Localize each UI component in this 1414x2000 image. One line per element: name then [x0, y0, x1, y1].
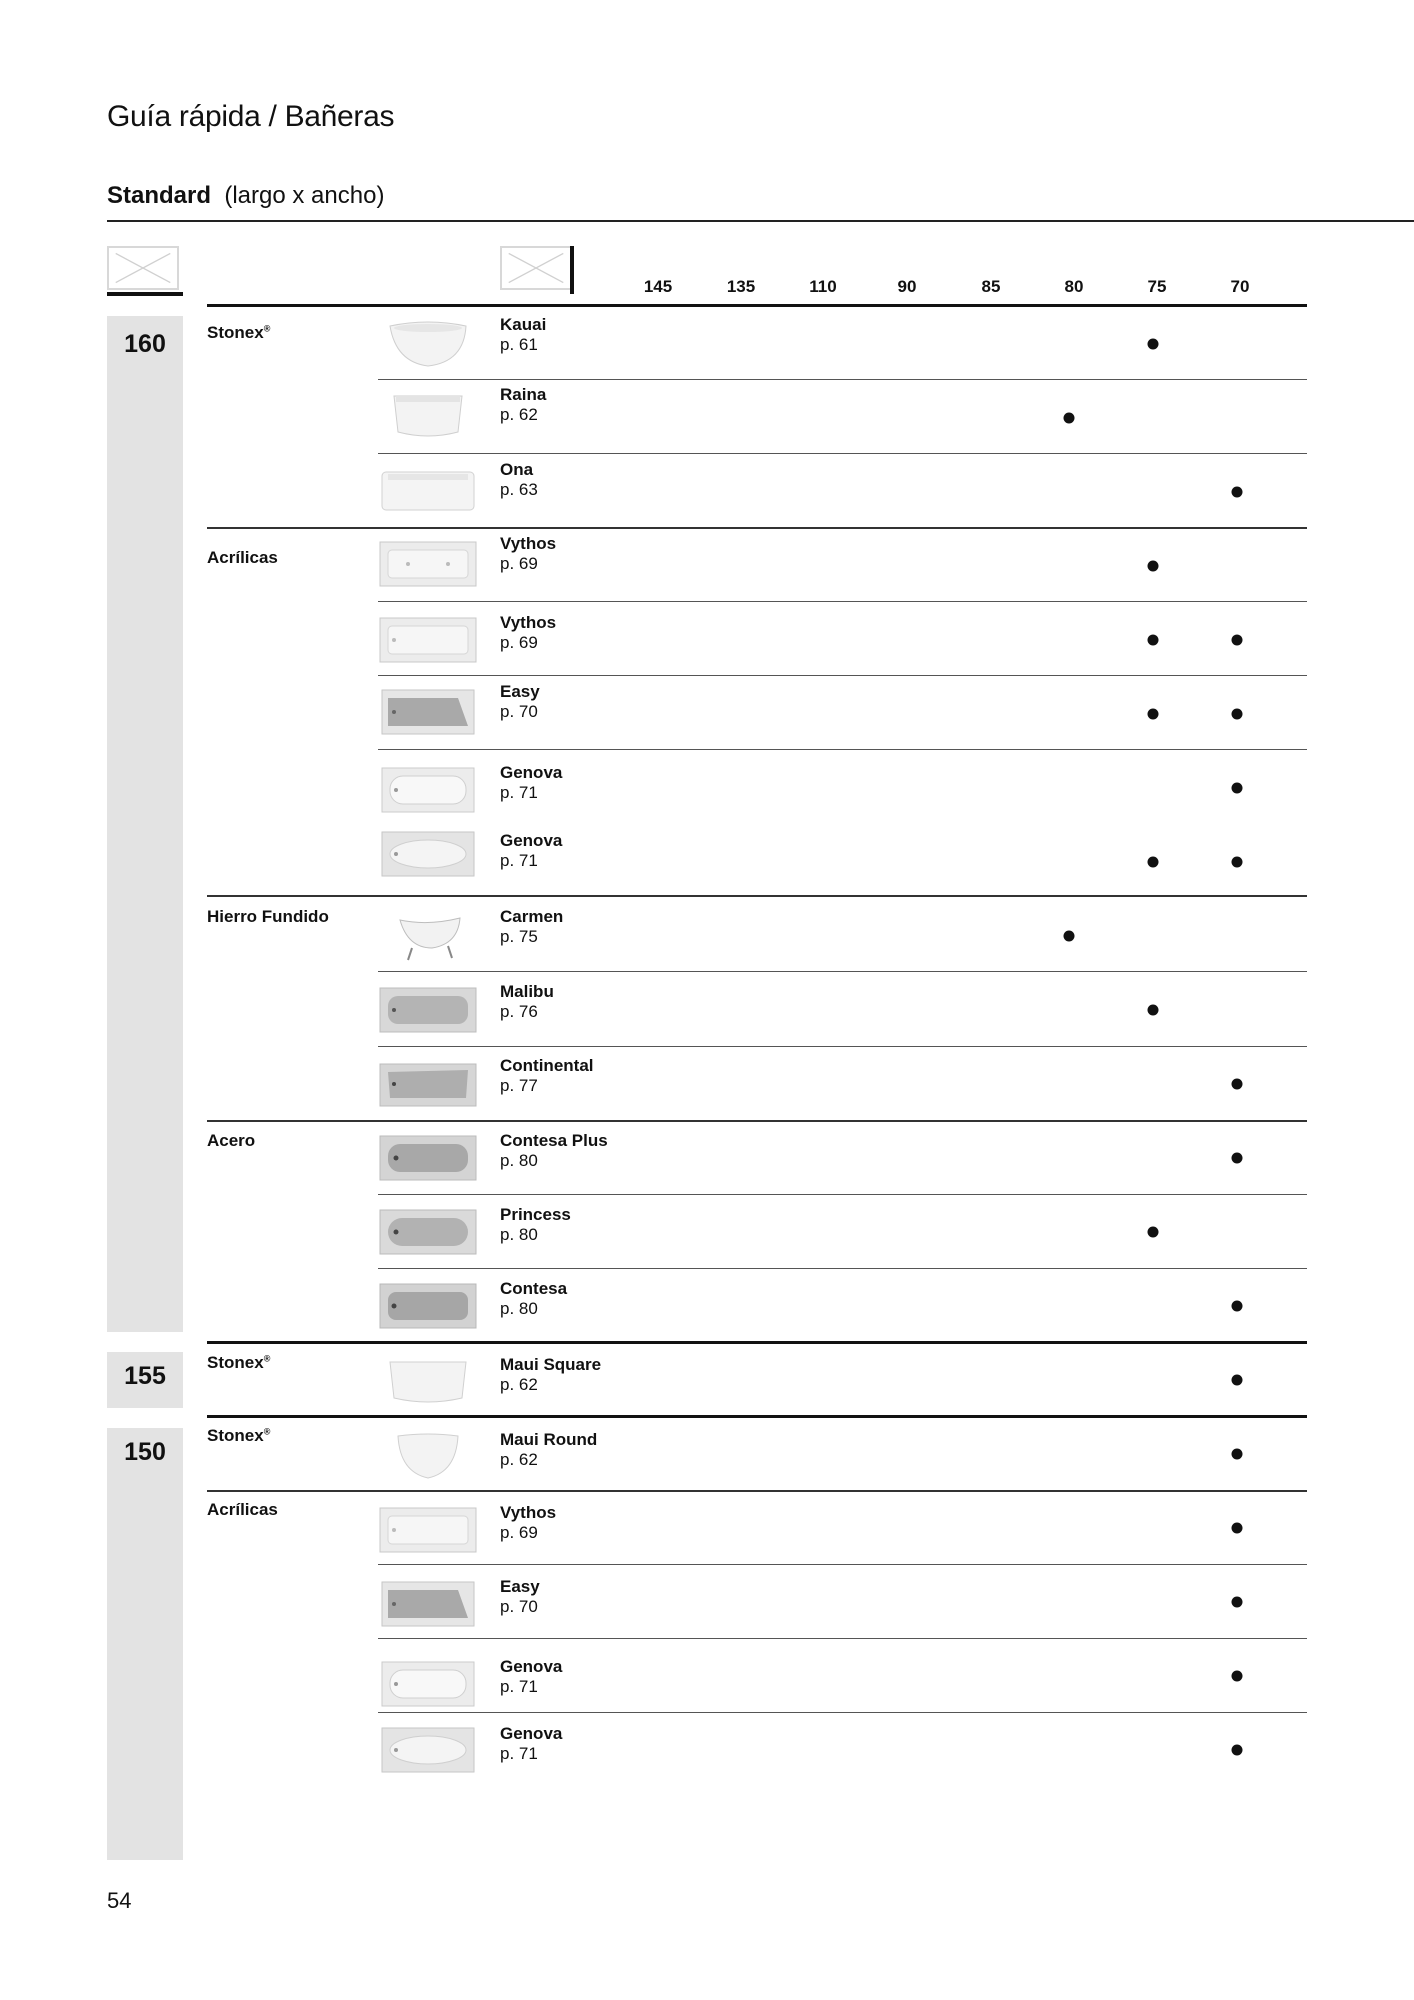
product-page: p. 80 — [500, 1225, 538, 1244]
product-page: p. 63 — [500, 480, 538, 499]
product-page: p. 80 — [500, 1299, 538, 1318]
product-page: p. 71 — [500, 783, 538, 802]
size-label-155: 155 — [124, 1362, 166, 1390]
jacuzzi-tub-icon — [378, 1502, 478, 1558]
product-name: Maui Square — [500, 1355, 602, 1374]
availability-dot — [1148, 339, 1159, 350]
freestanding-tub-icon — [378, 316, 478, 372]
registered-mark: ® — [263, 1353, 271, 1364]
rectangular-tub-icon — [378, 1576, 478, 1632]
product-page: p. 70 — [500, 702, 538, 721]
product-name: Vythos — [500, 534, 557, 553]
availability-dot — [1148, 1227, 1159, 1238]
product-page: p. 69 — [500, 1523, 538, 1542]
oval-tub-icon — [378, 1722, 478, 1778]
product-name: Raina — [500, 385, 547, 404]
product-name: Easy — [500, 1577, 540, 1596]
jacuzzi-tub-icon — [378, 612, 478, 668]
product-name: Vythos — [500, 613, 557, 632]
row-divider — [378, 1268, 1307, 1269]
availability-dot — [1148, 561, 1159, 572]
availability-dot — [1232, 1523, 1243, 1534]
size-bar-160 — [107, 316, 183, 1332]
oval-tub-icon — [378, 826, 478, 882]
width-col-90: 90 — [897, 277, 917, 296]
rectangular-tub-icon — [378, 1056, 478, 1112]
availability-dot — [1148, 635, 1159, 646]
size-bar-150 — [107, 1428, 183, 1860]
product-page: p. 76 — [500, 1002, 538, 1021]
availability-dot — [1232, 1449, 1243, 1460]
category-acrilicas: Acrílicas — [207, 548, 278, 567]
availability-dot — [1232, 1301, 1243, 1312]
freestanding-tub-icon — [378, 462, 478, 518]
rectangular-tub-icon — [378, 982, 478, 1038]
subtitle-strong: Standard — [107, 182, 212, 209]
product-page: p. 71 — [500, 851, 538, 870]
product-name: Maui Round — [500, 1430, 598, 1449]
row-divider — [378, 379, 1307, 380]
product-name: Contesa — [500, 1279, 568, 1298]
product-page: p. 62 — [500, 1450, 538, 1469]
product-name: Continental — [500, 1056, 594, 1075]
width-col-145: 145 — [643, 277, 673, 296]
availability-dot — [1232, 857, 1243, 868]
availability-dot — [1148, 1005, 1159, 1016]
row-divider — [378, 675, 1307, 676]
row-divider — [378, 453, 1307, 454]
category-acero: Acero — [207, 1131, 256, 1150]
registered-mark: ® — [263, 323, 271, 334]
section-subtitle — [107, 182, 384, 210]
row-divider — [378, 1712, 1307, 1713]
product-name: Contesa Plus — [500, 1131, 608, 1150]
width-col-135: 135 — [726, 277, 756, 296]
product-page: p. 70 — [500, 1597, 538, 1616]
category-stonex — [207, 323, 270, 343]
section-divider — [207, 895, 1307, 897]
product-page: p. 62 — [500, 405, 538, 424]
product-page: p. 62 — [500, 1375, 538, 1394]
product-name: Ona — [500, 460, 534, 479]
product-name: Genova — [500, 1657, 563, 1676]
registered-mark: ® — [263, 1426, 271, 1437]
width-col-80: 80 — [1064, 277, 1084, 296]
row-divider — [378, 1046, 1307, 1047]
product-name: Princess — [500, 1205, 571, 1224]
width-col-75: 75 — [1147, 277, 1167, 296]
product-page: p. 69 — [500, 633, 538, 652]
category-hierro-fundido: Hierro Fundido — [207, 907, 329, 926]
row-divider — [378, 1194, 1307, 1195]
section-divider — [207, 527, 1307, 529]
width-col-110: 110 — [809, 277, 837, 296]
availability-dot — [1232, 709, 1243, 720]
clawfoot-tub-icon — [378, 908, 478, 964]
availability-dot — [1064, 931, 1075, 942]
product-name: Carmen — [500, 907, 564, 926]
availability-dot — [1232, 1153, 1243, 1164]
rectangular-tub-icon — [378, 1204, 478, 1260]
product-name: Kauai — [500, 315, 547, 334]
product-name: Malibu — [500, 982, 554, 1001]
row-divider — [378, 1638, 1307, 1639]
product-page: p. 80 — [500, 1151, 538, 1170]
header-divider — [207, 304, 1307, 307]
width-col-85: 85 — [981, 277, 1001, 296]
availability-dot — [1148, 709, 1159, 720]
product-name: Genova — [500, 831, 563, 850]
size-label-150: 150 — [124, 1438, 166, 1466]
jacuzzi-tub-icon — [378, 536, 478, 592]
category-acrilicas: Acrílicas — [207, 1500, 278, 1519]
availability-dot — [1232, 1671, 1243, 1682]
product-page: p. 71 — [500, 1677, 538, 1696]
size-group-divider — [207, 1415, 1307, 1418]
width-col-70: 70 — [1230, 277, 1250, 296]
size-label-160: 160 — [124, 330, 166, 358]
category-label: Stonex — [207, 1426, 264, 1445]
page-title: Guía rápida / Bañeras — [107, 100, 395, 133]
freestanding-tub-icon — [378, 1428, 478, 1484]
row-divider — [378, 601, 1307, 602]
size-group-divider — [207, 1341, 1307, 1344]
header-marker — [570, 246, 574, 294]
availability-dot — [1064, 413, 1075, 424]
model-placeholder-icon — [500, 246, 572, 290]
product-name: Genova — [500, 1724, 563, 1743]
size-header-underline — [107, 292, 183, 296]
product-page: p. 61 — [500, 335, 538, 354]
product-page: p. 77 — [500, 1076, 538, 1095]
category-label: Stonex — [207, 1353, 264, 1372]
category-stonex — [207, 1426, 270, 1446]
page-number: 54 — [107, 1888, 132, 1913]
availability-dot — [1232, 1597, 1243, 1608]
oval-tub-icon — [378, 762, 478, 818]
product-name: Vythos — [500, 1503, 557, 1522]
product-name: Easy — [500, 682, 540, 701]
product-page: p. 69 — [500, 554, 538, 573]
availability-dot — [1232, 487, 1243, 498]
availability-dot — [1232, 635, 1243, 646]
section-divider — [207, 1120, 1307, 1122]
rectangular-tub-icon — [378, 1130, 478, 1186]
freestanding-tub-icon — [378, 388, 478, 444]
section-divider — [207, 1490, 1307, 1492]
availability-dot — [1232, 1745, 1243, 1756]
top-divider — [107, 220, 1414, 222]
rectangular-tub-icon — [378, 1278, 478, 1334]
availability-dot — [1148, 857, 1159, 868]
row-divider — [378, 1564, 1307, 1565]
availability-dot — [1232, 1375, 1243, 1386]
row-divider — [378, 749, 1307, 750]
product-page: p. 71 — [500, 1744, 538, 1763]
oval-tub-icon — [378, 1656, 478, 1712]
freestanding-tub-icon — [378, 1354, 478, 1410]
product-name: Genova — [500, 763, 563, 782]
product-page: p. 75 — [500, 927, 538, 946]
availability-dot — [1232, 783, 1243, 794]
size-placeholder-icon — [107, 246, 179, 290]
category-label: Stonex — [207, 323, 264, 342]
category-stonex — [207, 1353, 270, 1373]
rectangular-tub-icon — [378, 684, 478, 740]
availability-dot — [1232, 1079, 1243, 1090]
subtitle-text: (largo x ancho) — [224, 182, 385, 209]
row-divider — [378, 971, 1307, 972]
